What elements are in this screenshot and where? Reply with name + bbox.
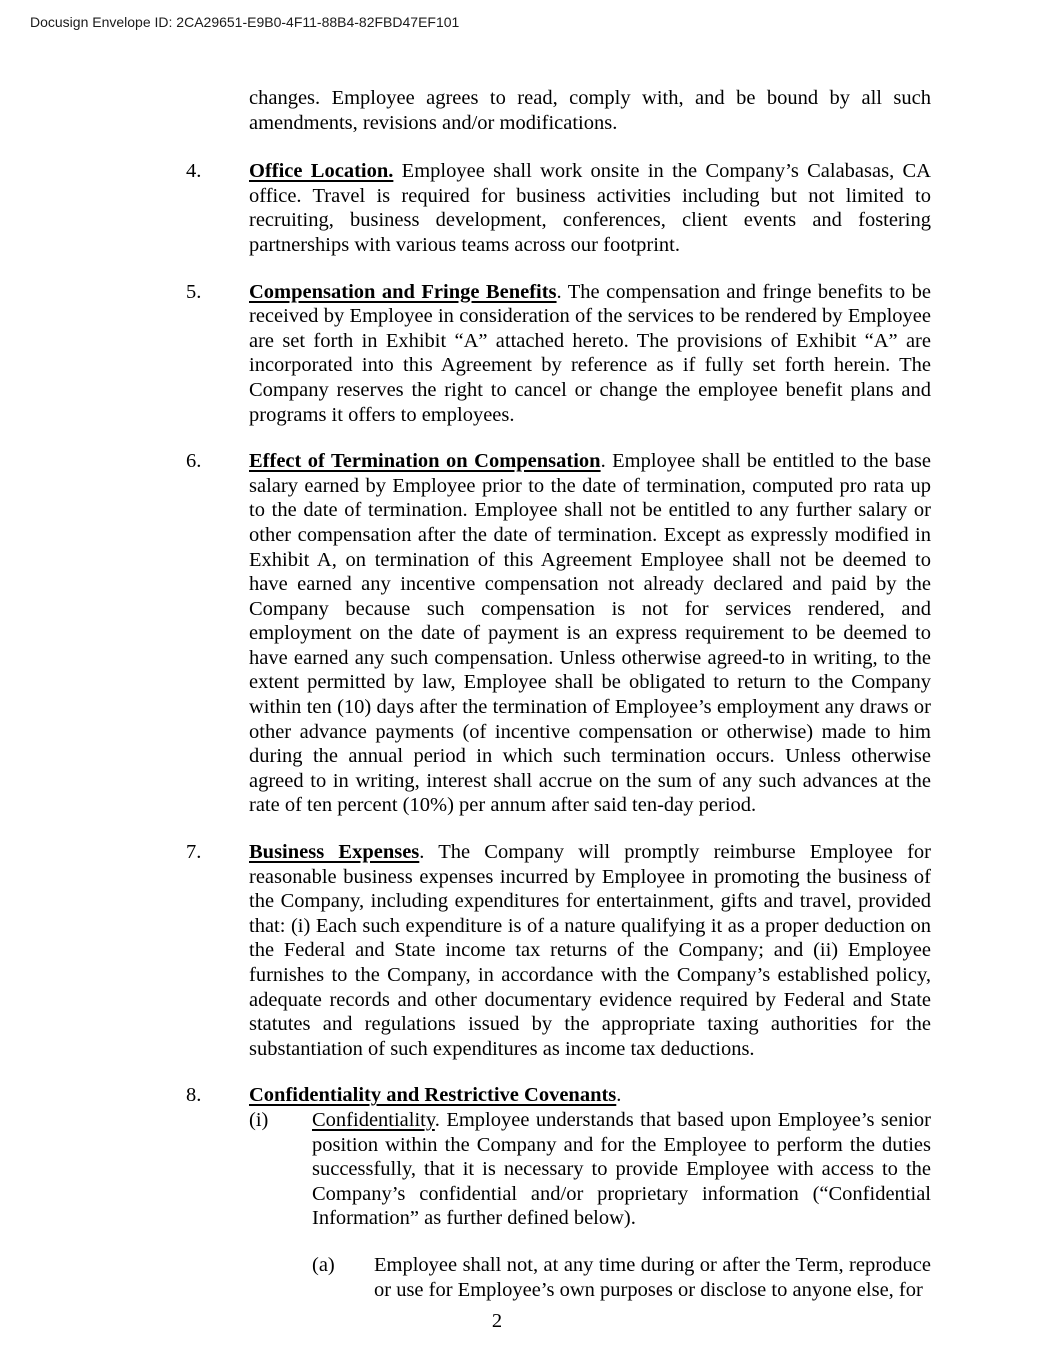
subsection-i-label: (i)	[249, 1108, 269, 1131]
section-8-heading-line	[249, 1083, 931, 1108]
section-4-text	[249, 159, 931, 257]
subsection-a-label: (a)	[312, 1253, 335, 1276]
section-4-heading: Office Location.	[249, 160, 394, 183]
section-8-heading: Confidentiality and Restrictive Covenants	[249, 1084, 617, 1107]
section-6-body: Employee shall be entitled to the base salary earned by Employee prior to the date of termination, computed pro rata up to the date of termination. Employee shall not be entitled to any further salary or other compensation after the date of termination. Except as expressly modified in Exhibit A, on termination of this Agreement Employee shall not be deemed to have earned any incentive compensation not already declared and paid by the Company because such compensation is not for services rendered, and employment on the date of payment is an express requirement to be deemed to have earned any such compensation. Unless otherwise agreed-to in writing, to the extent permitted by law, Employee shall be obligated to return to the Company within ten (10) days after the termination of Employee’s employment any draws or other advance payments (of incentive compensation or otherwise) made to him during the annual period in which such termination occurs. Unless otherwise agreed to in writing, interest shall accrue on the sum of any such advances at the rate of ten percent (10%) per annum after said ten-day period.	[249, 450, 931, 817]
section-8-heading-punct: .	[616, 1084, 622, 1107]
subsection-i-lead-punct: .	[434, 1108, 440, 1131]
section-7	[186, 840, 931, 1061]
section-4-body: Employee shall work onsite in the Company’s Calabasas, CA office. Travel is required for business activities including but not limited to recruiting, business development, conferences, client events and fostering partnerships with various teams across our footprint.	[249, 160, 931, 256]
section-6	[186, 449, 931, 818]
section-5-number: 5.	[186, 280, 202, 303]
section-5-heading: Compensation and Fringe Benefits	[249, 280, 557, 303]
section-6-heading-punct: .	[600, 450, 606, 473]
section-8-text	[249, 1083, 931, 1231]
section-6-heading: Effect of Termination on Compensation	[249, 450, 601, 473]
continuation-paragraph: changes. Employee agrees to read, comply with, and be bound by all such amendments, revisions and/or modifications.	[249, 87, 931, 134]
page-number: 2	[491, 1310, 503, 1332]
subsection-i-text	[312, 1108, 931, 1231]
section-7-heading-punct: .	[419, 841, 425, 864]
section-5-heading-punct: .	[556, 280, 562, 303]
subsection-a	[312, 1253, 931, 1302]
docusign-envelope-id: Docusign Envelope ID: 2CA29651-E9B0-4F11-88B4-82FBD47EF101	[30, 14, 460, 30]
section-5-body: The compensation and fringe benefits to be received by Employee in consideration of the services to be rendered by Employee are set forth in Exhibit “A” attached hereto. The provisions of Exhibit “A” are incorporated into this Agreement by reference as if fully set forth herein. The Company reserves the right to cancel or change the employee benefit plans and programs it offers to employees.	[249, 280, 931, 426]
section-5-text	[249, 280, 931, 428]
section-7-heading: Business Expenses	[249, 841, 420, 864]
subsection-i-lead: Confidentiality	[312, 1108, 435, 1131]
section-8	[186, 1083, 931, 1231]
section-6-text	[249, 449, 931, 818]
subsection-a-body: Employee shall not, at any time during or after the Term, reproduce or use for Employee’s own purposes or disclose to anyone else, for	[374, 1253, 931, 1301]
section-7-text	[249, 840, 931, 1061]
section-8-number: 8.	[186, 1084, 202, 1107]
section-4-number: 4.	[186, 160, 202, 183]
section-4	[186, 159, 931, 257]
section-5	[186, 280, 931, 428]
subsection-i-body: Employee understands that based upon Employee’s senior position within the Company and for the Employee to perform the duties successfully, that it is necessary to provide Employee with access to the Company’s confidential and/or proprietary information (“Confidential Information” as further defined below).	[312, 1108, 931, 1230]
section-6-number: 6.	[186, 450, 202, 473]
document-body	[186, 86, 931, 1324]
section-7-body: The Company will promptly reimburse Employee for reasonable business expenses incurred by Employee in promoting the business of the Company, including expenditures for entertainment, gifts and travel, provided that: (i) Each such expenditure is of a nature qualifying it as a proper deduction on the Federal and State income tax returns of the Company; and (ii) Employee furnishes to the Company, in accordance with the Company’s established policy, adequate records and other documentary evidence required by Federal and State statutes and regulations issued by the appropriate taxing authorities for the substantiation of such expenditures as income tax deductions.	[249, 841, 931, 1060]
subsection-i	[249, 1108, 931, 1231]
section-7-number: 7.	[186, 841, 202, 864]
